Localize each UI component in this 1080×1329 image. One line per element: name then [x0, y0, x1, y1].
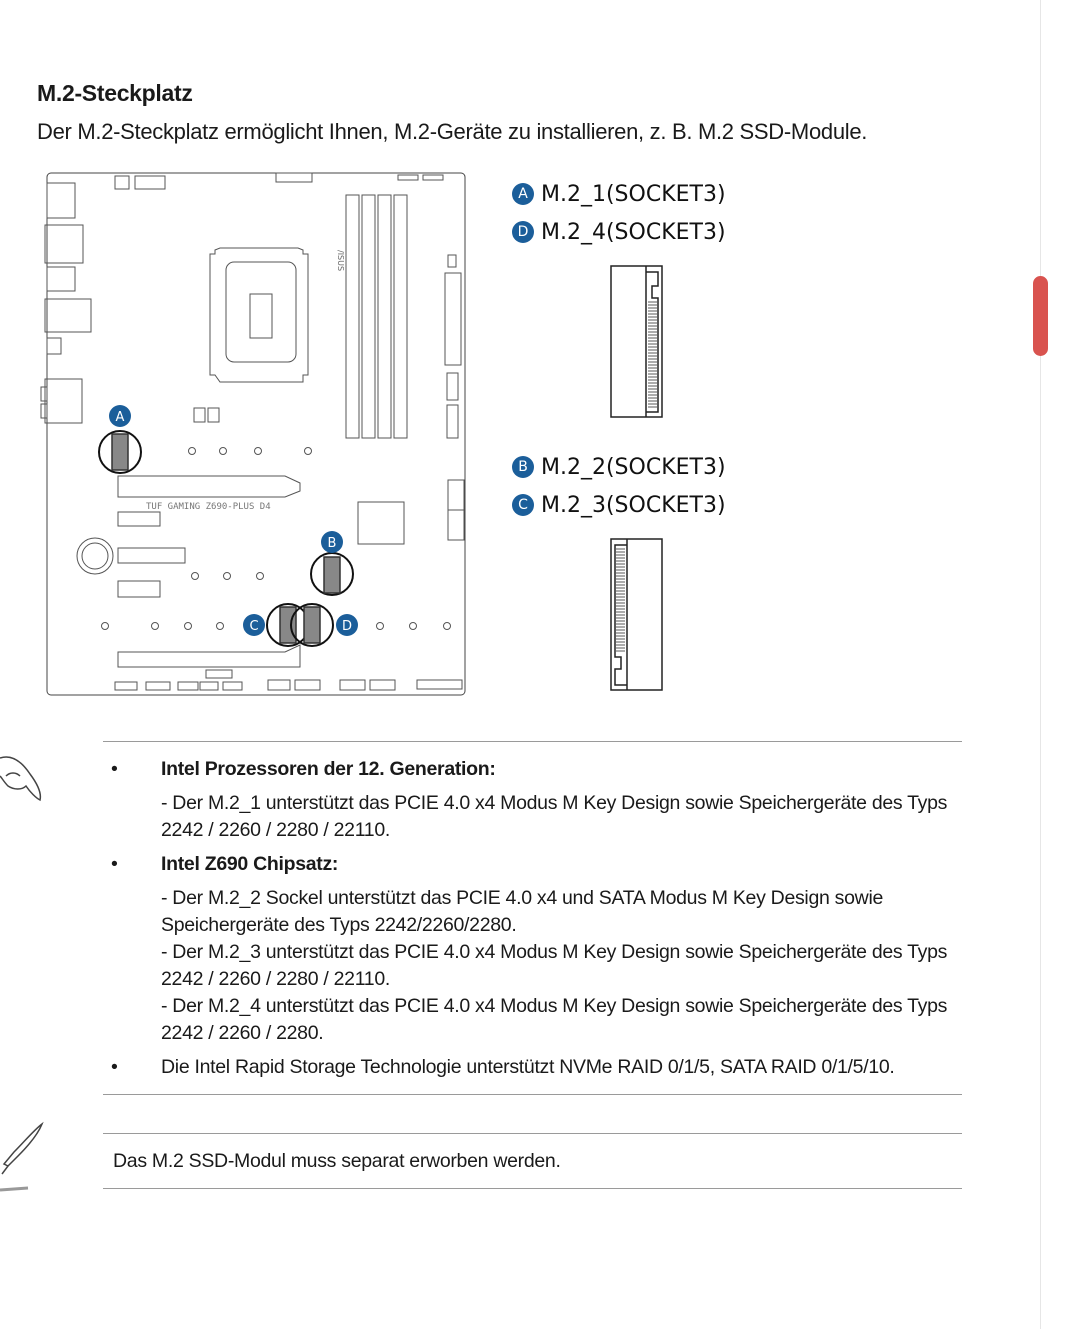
motherboard-diagram	[40, 170, 470, 705]
notes-top-rule	[103, 741, 962, 742]
marker-d-label: D	[341, 619, 353, 634]
badge-c: C	[512, 494, 534, 516]
legend-m2-3	[512, 493, 726, 518]
notes-bottom-rule	[103, 1094, 962, 1095]
marker-c-label: C	[249, 619, 259, 634]
m2-slot-connector-right-notch	[600, 262, 675, 422]
bullet: •	[111, 853, 118, 875]
board-model-label: TUF GAMING Z690-PLUS D4	[146, 502, 271, 512]
note-chipset-line-3: - Der M.2_4 unterstützt das PCIE 4.0 x4 Modus M Key Design sowie Speichergeräte des Typs 2242 / 2260 / 2280.	[161, 995, 948, 1044]
note-item-chipset	[103, 851, 963, 878]
legend-m2-3-label: M.2_3(SOCKET3)	[541, 493, 726, 518]
footnote-bottom-rule	[103, 1188, 962, 1189]
footnote-text: Das M.2 SSD-Modul muss separat erworben werden.	[113, 1150, 561, 1172]
note-item-processor	[103, 756, 963, 783]
m2-slot-a-marker	[99, 405, 141, 473]
legend-m2-2-label: M.2_2(SOCKET3)	[541, 455, 726, 480]
m2-slot-d-marker	[291, 604, 358, 646]
note-processor-line-1: - Der M.2_1 unterstützt das PCIE 4.0 x4 Modus M Key Design sowie Speichergeräte des Typs 2242 / 2260 / 2280 / 22110.	[161, 792, 948, 841]
note-chipset-line-2: - Der M.2_3 unterstützt das PCIE 4.0 x4 Modus M Key Design sowie Speichergeräte des Typs 2242 / 2260 / 2280 / 22110.	[161, 941, 948, 990]
marker-b-label: B	[327, 536, 337, 551]
page-edge-rule	[1040, 0, 1041, 1329]
board-brand-mark: /ISUS	[336, 250, 345, 272]
pointing-hand-icon	[0, 750, 46, 810]
marker-a-label: A	[115, 410, 125, 425]
notes-list	[103, 756, 963, 1081]
note-heading-processor: Intel Prozessoren der 12. Generation:	[161, 758, 496, 780]
scrollbar-thumb[interactable]	[1033, 276, 1048, 356]
footnote-top-rule	[103, 1133, 962, 1134]
m2-slot-b-marker	[311, 531, 353, 595]
bullet: •	[111, 1056, 118, 1078]
legend-m2-1-label: M.2_1(SOCKET3)	[541, 182, 726, 207]
m2-slot-connector-left-notch	[600, 535, 675, 695]
legend-m2-1	[512, 182, 726, 207]
section-intro: Der M.2-Steckplatz ermöglicht Ihnen, M.2-Geräte zu installieren, z. B. M.2 SSD-Module.	[37, 119, 868, 144]
bullet: •	[111, 758, 118, 780]
legend-m2-4-label: M.2_4(SOCKET3)	[541, 220, 726, 245]
pen-icon	[0, 1120, 46, 1200]
note-chipset-line-1: - Der M.2_2 Sockel unterstützt das PCIE 4.0 x4 und SATA Modus M Key Design sowie Speichergeräte des Typs 2242/2260/2280.	[161, 887, 884, 936]
legend-m2-2	[512, 455, 726, 480]
note-rst-text: Die Intel Rapid Storage Technologie unterstützt NVMe RAID 0/1/5, SATA RAID 0/1/5/10.	[161, 1056, 895, 1078]
badge-a: A	[512, 183, 534, 205]
m2-slot-c-marker	[243, 604, 309, 646]
badge-b: B	[512, 456, 534, 478]
section-title: M.2-Steckplatz	[37, 80, 193, 106]
legend-m2-4	[512, 220, 726, 245]
badge-d: D	[512, 221, 534, 243]
note-item-rst	[103, 1054, 963, 1081]
note-heading-chipset: Intel Z690 Chipsatz:	[161, 853, 339, 875]
